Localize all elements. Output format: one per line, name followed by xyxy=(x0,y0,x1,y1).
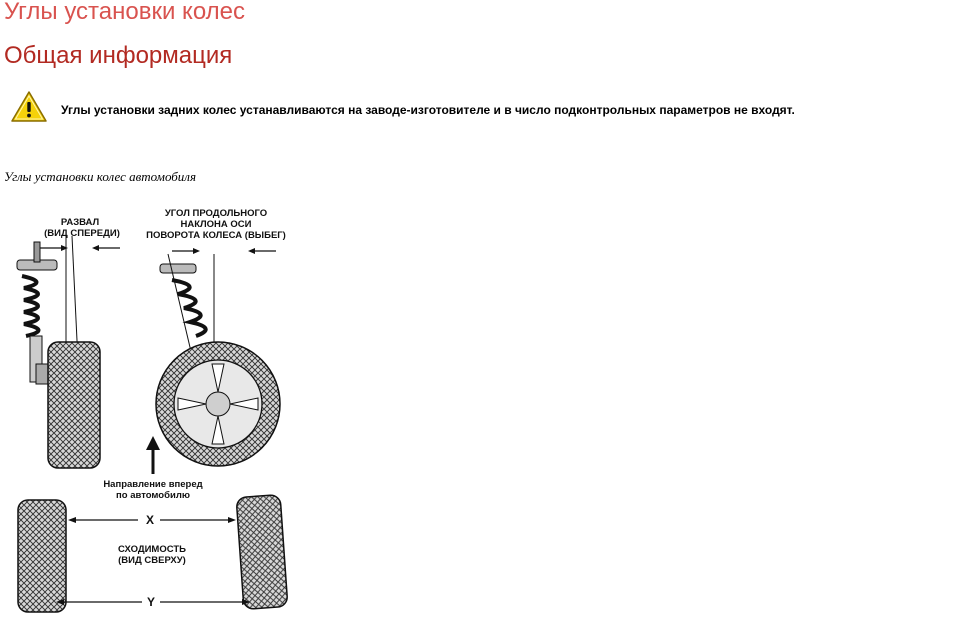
toe-sublabel: (ВИД СВЕРХУ) xyxy=(118,555,186,566)
toe-label: СХОДИМОСТЬ xyxy=(117,544,187,555)
x-dimension-label: X xyxy=(145,513,155,527)
tire-front-view xyxy=(48,342,100,468)
warning-text: Углы установки задних колес устанавливаются на заводе-изготовителе и в число подконтрольных параметров не входят. xyxy=(61,103,795,117)
y-dimension-label: Y xyxy=(146,595,156,609)
tire-top-right xyxy=(236,495,288,610)
direction-label: Направление вперед xyxy=(103,479,203,490)
caster-sublabel-2: ПОВОРОТА КОЛЕСА (ВЫБЕГ) xyxy=(146,230,286,241)
wheel-side-view xyxy=(156,342,280,466)
warning-triangle-icon xyxy=(10,90,48,124)
direction-sublabel: по автомобилю xyxy=(116,490,190,501)
caster-label: УГОЛ ПРОДОЛЬНОГО xyxy=(164,208,268,219)
figure-caption: Углы установки колес автомобиля xyxy=(4,169,197,184)
section-title: Общая информация xyxy=(4,42,233,69)
camber-sublabel: (ВИД СПЕРЕДИ) xyxy=(44,228,120,239)
camber-label: РАЗВАЛ xyxy=(60,217,100,228)
tire-top-left xyxy=(18,500,66,612)
wheel-alignment-figure xyxy=(0,196,310,622)
page-title: Углы установки колес xyxy=(4,0,245,25)
caster-sublabel-1: НАКЛОНА ОСИ xyxy=(180,219,252,230)
